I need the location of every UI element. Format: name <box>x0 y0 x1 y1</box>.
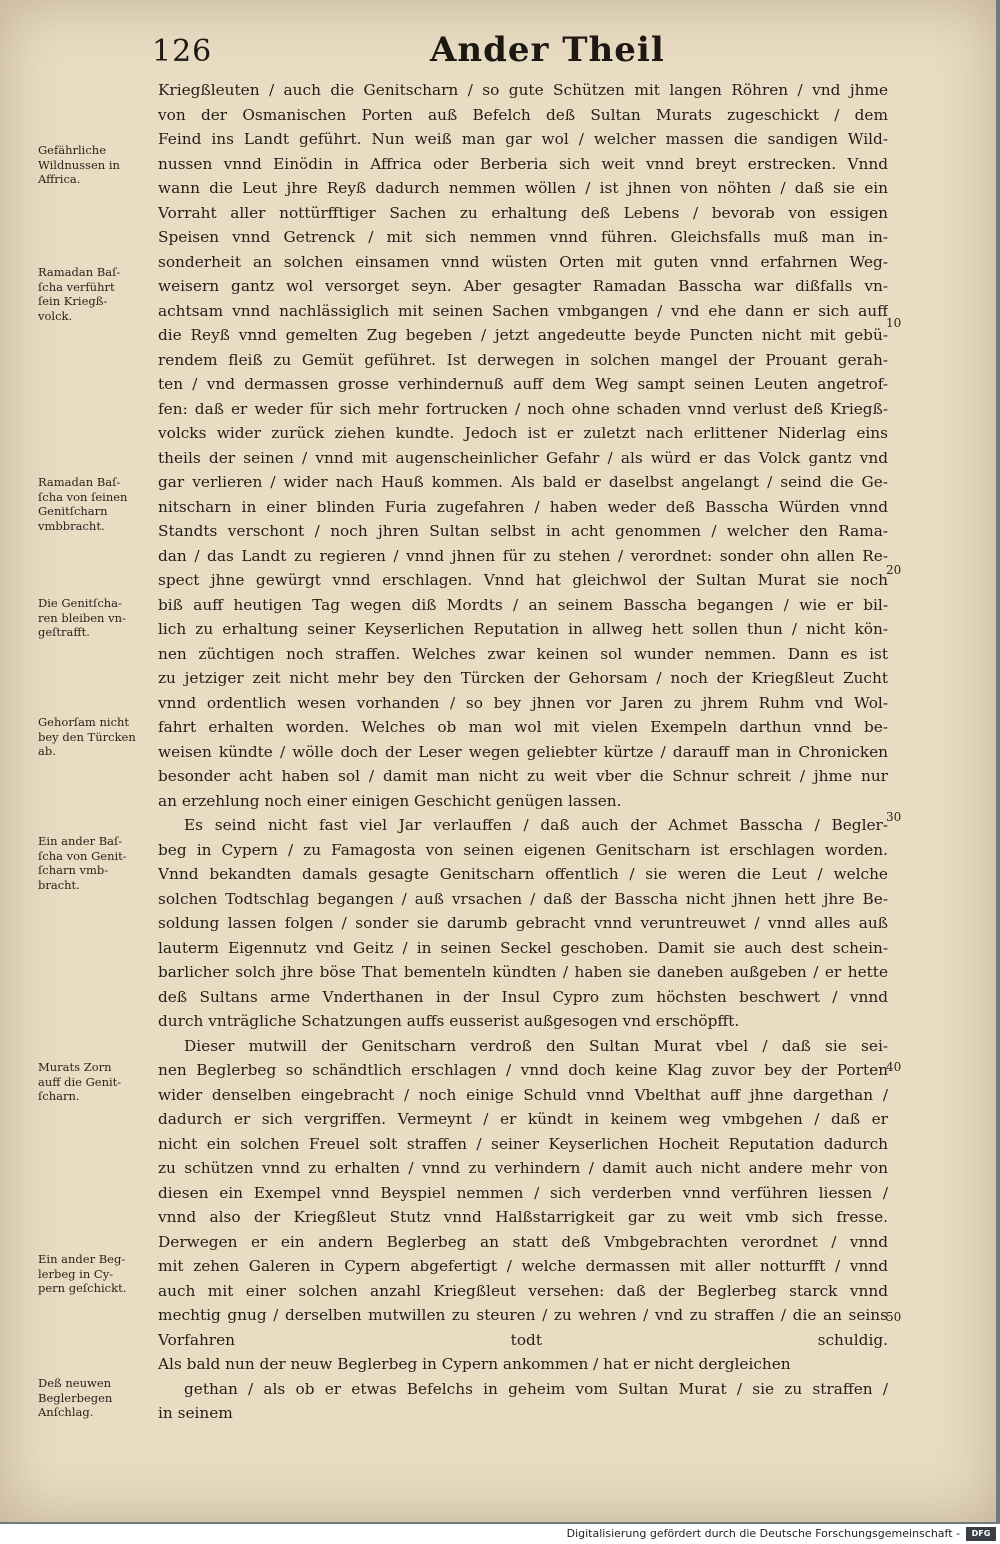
text-line: Als bald nun der neuw Beglerbeg in Cypern ankommen / hat er nicht dergleichen <box>158 1355 791 1373</box>
text-line: fahrt erhalten worden. Welches ob man wol mit vielen Exempeln darthun vnnd be- <box>158 718 888 736</box>
text-line: vnnd also der Kriegßleut Stutz vnnd Halßstarrigkeit gar zu weit vmb sich fresse. <box>158 1208 888 1226</box>
text-line: nussen vnnd Einödin in Affrica oder Berberia sich weit vnnd breyt erstrecken. Vnnd <box>158 154 888 173</box>
text-line: wider denselben eingebracht / noch einige Schuld vnnd Vbelthat auff jhne dargethan / <box>158 1085 888 1104</box>
marginal-note-line: Ramadan Baſ- <box>38 475 121 489</box>
footer-bar <box>0 1524 1000 1544</box>
line-number: 30 <box>886 810 902 824</box>
marginal-note <box>38 1060 152 1104</box>
text-line: deß Sultans arme Vnderthanen in der Insul Cypro zum höchsten beschwert / vnnd <box>158 987 888 1006</box>
text-line: mit zehen Galeren in Cypern abgefertigt / welche dermassen mit aller notturfft / vnnd <box>158 1257 888 1275</box>
text-line: Vorraht aller nottürfftiger Sachen zu erhaltung deß Lebens / bevorab von essigen <box>158 203 888 222</box>
text-line: Dieser mutwill der Genitscharn verdroß den Sultan Murat vbel / daß sie sei- <box>184 1036 888 1055</box>
text-line: fen: daß er weder für sich mehr fortrucken / noch ohne schaden vnnd verlust deß Kriegß- <box>158 399 888 418</box>
text-line: von der Osmanischen Porten auß Befelch deß Sultan Murats zugeschickt / dem <box>158 105 888 124</box>
text-line: biß auff heutigen Tag wegen diß Mordts / an seinem Basscha begangen / wie er bil- <box>158 595 888 614</box>
marginal-note-line: ren bleiben vn- <box>38 610 126 625</box>
text-line: beg in Cypern / zu Famagosta von seinen eigenen Genitscharn ist erschlagen worden. <box>158 840 888 859</box>
line-number: 50 <box>886 1310 902 1324</box>
marginal-note-line: ſcha verführt <box>38 279 115 294</box>
marginal-note-line: Ein ander Beg- <box>38 1252 126 1266</box>
line-number: 20 <box>886 563 902 577</box>
text-line: gethan / als ob er etwas Befelchs in geheim vom Sultan Murat / sie zu straffen / <box>184 1379 888 1398</box>
text-line: nen Beglerbeg so schändtlich erschlagen / vnnd doch keine Klag zuvor bey der Porten <box>158 1061 888 1079</box>
line-number: 10 <box>886 316 902 330</box>
text-line: weisen kündte / wölle doch der Leser wegen geliebter kürtze / darauff man in Chronicken <box>158 742 888 761</box>
text-line: Derwegen er ein andern Beglerbeg an statt deß Vmbgebrachten verordnet / vnnd <box>158 1232 888 1251</box>
marginal-note-line: geſtrafft. <box>38 625 90 639</box>
text-line: in seinem <box>158 1404 233 1422</box>
text-line: die Reyß vnnd gemelten Zug begeben / jetzt angedeutte beyde Puncten nicht mit gebü- <box>158 326 888 344</box>
marginal-note-line: Ein ander Baſ- <box>38 834 123 848</box>
text-line: nitscharn in einer blinden Furia zugefahren / haben weder deß Basscha Würden vnnd <box>158 497 888 516</box>
marginal-note <box>38 475 152 533</box>
text-line: nen züchtigen noch straffen. Welches zwar keinen sol wunder nemmen. Dann es ist <box>158 644 888 663</box>
text-line: mechtig gnug / derselben mutwillen zu steuren / zu wehren / vnd zu straffen / die an seins <box>158 1306 888 1324</box>
marginal-note-line: Die Genitſcha- <box>38 596 122 610</box>
text-line: auch mit einer solchen anzahl Kriegßleut versehen: daß der Beglerbeg starck vnnd <box>158 1281 888 1300</box>
text-line: spect jhne gewürgt vnnd erschlagen. Vnnd hat gleichwol der Sultan Murat sie noch <box>158 571 888 589</box>
marginal-note-line: Anſchlag. <box>38 1405 94 1419</box>
marginal-note-line: bey den Türcken <box>38 729 136 744</box>
text-line: Kriegßleuten / auch die Genitscharn / so gute Schützen mit langen Röhren / vnd jhme <box>158 81 888 99</box>
text-line: Standts verschont / noch jhren Sultan selbst in acht genommen / welcher den Rama- <box>158 522 888 540</box>
text-line: lauterm Eigennutz vnd Geitz / in seinen Seckel geschoben. Damit sie auch dest schein- <box>158 938 888 957</box>
text-line: zu jetziger zeit nicht mehr bey den Türcken der Gehorsam / noch der Kriegßleut Zucht <box>158 669 888 687</box>
marginal-note-line: volck. <box>38 308 73 323</box>
text-line: barlicher solch jhre böse That bementeln kündten / haben sie daneben außgeben / er hette <box>158 963 888 981</box>
text-line: dadurch er sich vergriffen. Vermeynt / er kündt in keinem weg vmbgehen / daß er <box>158 1110 888 1128</box>
text-line: lich zu erhaltung seiner Keyserlichen Reputation in allweg hett sollen thun / nicht kön- <box>158 620 888 638</box>
marginal-note-line: ſcharn. <box>38 1089 80 1103</box>
marginal-note-line: Deß neuwen <box>38 1376 112 1390</box>
text-line: besonder acht haben sol / damit man nicht zu weit vber die Schnur schreit / jhme nur <box>158 767 888 785</box>
marginal-note-line: ſcha von ſeinen <box>38 489 128 504</box>
text-line: solchen Todtschlag begangen / auß vrsachen / daß der Basscha nicht jhnen hett jhre Be- <box>158 889 888 908</box>
marginal-note-line: Wildnussen in <box>38 157 120 172</box>
body-text <box>158 78 888 1426</box>
marginal-note <box>38 1376 152 1420</box>
line-number: 40 <box>886 1060 902 1074</box>
text-line: Es seind nicht fast viel Jar verlauffen / daß auch der Achmet Basscha / Begler- <box>184 816 888 834</box>
dfg-logo-icon: DFG <box>966 1527 996 1541</box>
marginal-note-line: vmbbracht. <box>38 518 105 533</box>
text-line: nicht ein solchen Freuel solt straffen / seiner Keyserlichen Hocheit Reputation dadurch <box>158 1134 888 1153</box>
text-line: ten / vnd dermassen grosse verhindernuß auff dem Weg sampt seinen Leuten angetrof- <box>158 375 888 393</box>
text-line: zu schützen vnnd zu erhalten / vnnd zu verhindern / damit auch nicht andere mehr von <box>158 1159 888 1177</box>
marginal-note-line: ſein Kriegß- <box>38 294 108 308</box>
page-number: 126 <box>152 34 213 69</box>
marginal-note <box>38 596 152 640</box>
marginal-note-line: ſcha von Genit- <box>38 848 127 863</box>
marginal-note <box>38 834 152 892</box>
running-head: Ander Theil <box>430 30 665 70</box>
text-line: diesen ein Exempel vnnd Beyspiel nemmen / sich verderben vnnd verführen liessen / <box>158 1183 888 1202</box>
text-line: soldung lassen folgen / sonder sie darumb gebracht vnnd veruntreuwet / vnnd alles auß <box>158 914 888 932</box>
text-line: Speisen vnnd Getrenck / mit sich nemmen vnnd führen. Gleichsfalls muß man in- <box>158 228 888 246</box>
marginal-note-line: Affrica. <box>38 172 81 186</box>
marginal-note-line: bracht. <box>38 877 80 892</box>
marginal-note-line: lerbeg in Cy- <box>38 1266 114 1281</box>
text-line: durch vnträgliche Schatzungen auffs eusserist außgesogen vnd erschöpfft. <box>158 1012 740 1030</box>
marginal-note-line: Ramadan Baſ- <box>38 265 121 279</box>
text-line: vnnd ordentlich wesen vorhanden / so bey jhnen vor Jaren zu jhrem Ruhm vnd Wol- <box>158 693 888 712</box>
marginal-note-line: Murats Zorn <box>38 1060 112 1074</box>
text-line: theils der seinen / vnnd mit augenscheinlicher Gefahr / als würd er das Volck gantz vnd <box>158 448 888 467</box>
marginal-note <box>38 265 152 323</box>
text-line: wann die Leut jhre Reyß dadurch nemmen wöllen / ist jhnen von nöhten / daß sie ein <box>158 179 888 197</box>
marginal-note <box>38 143 152 187</box>
marginal-note-line: Genitſcharn <box>38 504 108 518</box>
funding-credit: Digitalisierung gefördert durch die Deutsche Forschungsgemeinschaft - <box>566 1527 960 1540</box>
text-line: Feind ins Landt geführt. Nun weiß man gar wol / welcher massen die sandigen Wild- <box>158 130 888 148</box>
text-line: rendem fleiß zu Gemüt geführet. Ist derwegen in solchen mangel der Prouant gerah- <box>158 350 888 369</box>
text-line: weisern gantz wol versorget seyn. Aber gesagter Ramadan Basscha war dißfalls vn- <box>158 277 888 295</box>
text-line: Vnnd bekandten damals gesagte Genitscharn offentlich / sie weren die Leut / welche <box>158 865 888 883</box>
text-line: an erzehlung noch einer einigen Geschicht genügen lassen. <box>158 791 622 810</box>
text-line: sonderheit an solchen einsamen vnnd wüsten Orten mit guten vnnd erfahrnen Weg- <box>158 252 888 271</box>
text-line: dan / das Landt zu regieren / vnnd jhnen für zu stehen / verordnet: sonder ohn allen Re- <box>158 546 888 565</box>
marginal-note-line: Gefährliche <box>38 143 107 157</box>
text-line: achtsam vnnd nachlässiglich mit seinen Sachen vmbgangen / vnd ehe dann er sich auff <box>158 301 888 320</box>
marginal-note-line: auff die Genit- <box>38 1074 122 1089</box>
marginal-note <box>38 715 152 759</box>
marginal-note-line: pern geſchickt. <box>38 1281 127 1295</box>
marginal-note-line: ſcharn vmb- <box>38 863 109 877</box>
text-line: Vorfahren todt schuldig. <box>158 1330 888 1349</box>
marginal-note-line: Beglerbegen <box>38 1390 113 1405</box>
marginal-note-line: ab. <box>38 744 56 758</box>
text-line: gar verlieren / wider nach Hauß kommen. Als bald er daselbst angelangt / seind die Ge- <box>158 473 888 491</box>
marginal-note-line: Gehorſam nicht <box>38 715 130 729</box>
text-line: volcks wider zurück ziehen kundte. Jedoch ist er zuletzt nach erlittener Niderlag eins <box>158 424 888 442</box>
marginal-note <box>38 1252 152 1296</box>
